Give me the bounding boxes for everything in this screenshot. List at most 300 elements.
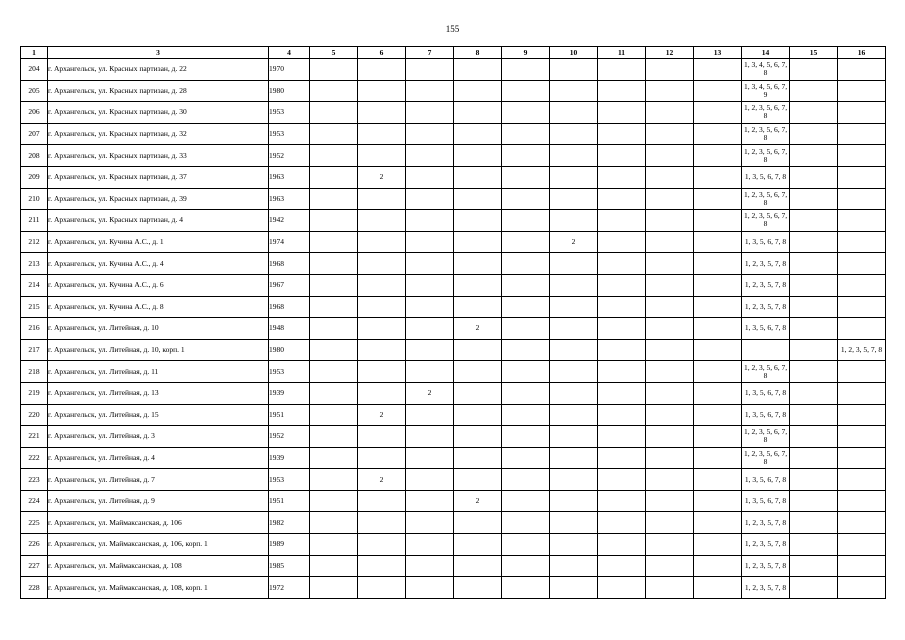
col-10-cell [550,274,598,296]
col-9-cell [502,231,550,253]
col-16-cell [838,166,886,188]
year-cell: 1968 [269,296,310,318]
col-7-cell [406,339,454,361]
col-9-cell [502,188,550,210]
col-13-cell [694,188,742,210]
col-14-cell: 1, 2, 3, 5, 6, 7, 8 [742,102,790,124]
col-14-cell: 1, 3, 5, 6, 7, 8 [742,231,790,253]
col-15-cell [790,253,838,275]
col-10-cell [550,318,598,340]
col-12-cell [646,577,694,599]
table-row [21,123,886,145]
col-6-cell [358,274,406,296]
col-10-cell [550,382,598,404]
col-14-cell: 1, 2, 3, 5, 6, 7, 8 [742,361,790,383]
address-cell: г. Архангельск, ул. Маймаксанская, д. 106, корп. 1 [48,534,269,556]
col-13-cell [694,253,742,275]
col-15-cell [790,447,838,469]
address-cell: г. Архангельск, ул. Красных партизан, д. 30 [48,102,269,124]
col-13-cell [694,404,742,426]
col-11-cell [598,102,646,124]
col-9-cell [502,361,550,383]
col-12-cell [646,188,694,210]
year-cell: 1963 [269,188,310,210]
header-row [21,47,886,59]
col-6-cell [358,80,406,102]
row-number: 207 [21,123,48,145]
address-cell: г. Архангельск, ул. Литейная, д. 13 [48,382,269,404]
year-cell: 1951 [269,490,310,512]
col-15-cell [790,382,838,404]
row-number: 218 [21,361,48,383]
col-14-cell: 1, 2, 3, 5, 6, 7, 8 [742,123,790,145]
col-11-cell [598,512,646,534]
col-5-cell [310,80,358,102]
col-8-cell [454,426,502,448]
col-13-cell [694,447,742,469]
col-13-cell [694,80,742,102]
col-7-cell [406,102,454,124]
col-6-cell [358,447,406,469]
col-7-cell [406,426,454,448]
col-11-cell [598,59,646,81]
col-12-cell [646,210,694,232]
col-13-cell [694,534,742,556]
table-row [21,274,886,296]
col-9-cell [502,318,550,340]
col-11-cell [598,361,646,383]
col-14-cell: 1, 3, 5, 6, 7, 8 [742,490,790,512]
col-15-cell [790,166,838,188]
row-number: 210 [21,188,48,210]
col-6-cell [358,59,406,81]
col-10-cell [550,512,598,534]
row-number: 219 [21,382,48,404]
col-11-cell [598,577,646,599]
col-5-cell [310,318,358,340]
col-13-cell [694,361,742,383]
col-8-cell [454,59,502,81]
col-11-cell [598,318,646,340]
year-cell: 1985 [269,555,310,577]
col-6-cell [358,361,406,383]
col-8-cell [454,80,502,102]
col-7-cell: 2 [406,382,454,404]
year-cell: 1953 [269,102,310,124]
col-8-cell [454,102,502,124]
col-9-cell [502,123,550,145]
col-8-cell [454,123,502,145]
year-cell: 1972 [269,577,310,599]
col-15-cell [790,534,838,556]
address-cell: г. Архангельск, ул. Красных партизан, д. 33 [48,145,269,167]
col-9-cell [502,102,550,124]
col-15-cell [790,404,838,426]
column-header: 4 [269,47,310,59]
col-14-cell: 1, 2, 3, 5, 7, 8 [742,274,790,296]
table-row [21,188,886,210]
col-14-cell: 1, 2, 3, 5, 6, 7, 8 [742,210,790,232]
col-7-cell [406,296,454,318]
col-7-cell [406,404,454,426]
col-14-cell: 1, 2, 3, 5, 7, 8 [742,555,790,577]
col-16-cell [838,145,886,167]
col-12-cell [646,253,694,275]
table-row [21,361,886,383]
year-cell: 1951 [269,404,310,426]
col-11-cell [598,274,646,296]
col-9-cell [502,253,550,275]
table-row [21,210,886,232]
col-16-cell [838,469,886,491]
col-11-cell [598,469,646,491]
col-5-cell [310,426,358,448]
col-8-cell [454,210,502,232]
col-9-cell [502,426,550,448]
col-5-cell [310,404,358,426]
col-13-cell [694,426,742,448]
address-cell: г. Архангельск, ул. Красных партизан, д. 37 [48,166,269,188]
col-12-cell [646,339,694,361]
col-5-cell [310,339,358,361]
col-6-cell [358,512,406,534]
col-16-cell [838,361,886,383]
row-number: 227 [21,555,48,577]
row-number: 214 [21,274,48,296]
col-10-cell [550,59,598,81]
col-8-cell [454,231,502,253]
year-cell: 1953 [269,469,310,491]
address-cell: г. Архангельск, ул. Кучина А.С., д. 6 [48,274,269,296]
col-12-cell [646,382,694,404]
col-8-cell [454,188,502,210]
col-16-cell [838,490,886,512]
col-12-cell [646,469,694,491]
col-6-cell [358,426,406,448]
col-11-cell [598,80,646,102]
col-15-cell [790,555,838,577]
column-header: 3 [48,47,269,59]
table-row [21,231,886,253]
col-11-cell [598,534,646,556]
col-11-cell [598,188,646,210]
col-14-cell: 1, 2, 3, 5, 6, 7, 8 [742,145,790,167]
col-11-cell [598,490,646,512]
year-cell: 1989 [269,534,310,556]
col-16-cell [838,512,886,534]
col-5-cell [310,253,358,275]
address-cell: г. Архангельск, ул. Маймаксанская, д. 106 [48,512,269,534]
col-13-cell [694,166,742,188]
row-number: 220 [21,404,48,426]
col-6-cell [358,102,406,124]
row-number: 222 [21,447,48,469]
year-cell: 1948 [269,318,310,340]
col-13-cell [694,339,742,361]
col-7-cell [406,210,454,232]
col-10-cell [550,188,598,210]
col-8-cell [454,361,502,383]
address-cell: г. Архангельск, ул. Литейная, д. 9 [48,490,269,512]
col-16-cell [838,80,886,102]
col-7-cell [406,145,454,167]
col-15-cell [790,490,838,512]
col-16-cell [838,534,886,556]
table-row [21,382,886,404]
row-number: 209 [21,166,48,188]
table-row [21,318,886,340]
address-cell: г. Архангельск, ул. Красных партизан, д. 39 [48,188,269,210]
address-cell: г. Архангельск, ул. Литейная, д. 10, корп. 1 [48,339,269,361]
table-row [21,145,886,167]
col-13-cell [694,296,742,318]
col-12-cell [646,145,694,167]
col-6-cell [358,318,406,340]
row-number: 221 [21,426,48,448]
table-row [21,577,886,599]
row-number: 205 [21,80,48,102]
table-row [21,512,886,534]
col-16-cell [838,447,886,469]
year-cell: 1974 [269,231,310,253]
column-header: 13 [694,47,742,59]
address-cell: г. Архангельск, ул. Красных партизан, д. 28 [48,80,269,102]
col-14-cell: 1, 2, 3, 5, 7, 8 [742,296,790,318]
col-7-cell [406,555,454,577]
col-10-cell [550,404,598,426]
col-7-cell [406,253,454,275]
col-7-cell [406,231,454,253]
col-7-cell [406,166,454,188]
row-number: 225 [21,512,48,534]
year-cell: 1982 [269,512,310,534]
col-12-cell [646,123,694,145]
col-13-cell [694,231,742,253]
col-14-cell: 1, 3, 5, 6, 7, 8 [742,469,790,491]
col-13-cell [694,382,742,404]
col-15-cell [790,577,838,599]
col-5-cell [310,166,358,188]
col-5-cell [310,296,358,318]
col-14-cell: 1, 2, 3, 5, 7, 8 [742,534,790,556]
col-9-cell [502,577,550,599]
col-13-cell [694,59,742,81]
col-6-cell [358,577,406,599]
col-14-cell: 1, 2, 3, 5, 7, 8 [742,512,790,534]
column-header: 14 [742,47,790,59]
col-16-cell [838,296,886,318]
col-8-cell [454,469,502,491]
column-header: 9 [502,47,550,59]
col-6-cell [358,339,406,361]
col-6-cell [358,555,406,577]
col-7-cell [406,447,454,469]
col-5-cell [310,274,358,296]
year-cell: 1942 [269,210,310,232]
year-cell: 1953 [269,123,310,145]
col-14-cell: 1, 3, 5, 6, 7, 8 [742,318,790,340]
table-row [21,296,886,318]
register-table [20,46,886,599]
col-5-cell [310,555,358,577]
col-10-cell [550,210,598,232]
col-13-cell [694,577,742,599]
col-11-cell [598,210,646,232]
col-12-cell [646,231,694,253]
col-13-cell [694,102,742,124]
col-5-cell [310,469,358,491]
col-15-cell [790,361,838,383]
col-15-cell [790,469,838,491]
col-11-cell [598,555,646,577]
col-9-cell [502,274,550,296]
col-15-cell [790,318,838,340]
col-5-cell [310,361,358,383]
col-9-cell [502,296,550,318]
column-header: 6 [358,47,406,59]
year-cell: 1980 [269,80,310,102]
col-12-cell [646,80,694,102]
col-7-cell [406,59,454,81]
col-7-cell [406,534,454,556]
col-16-cell [838,231,886,253]
col-14-cell: 1, 2, 3, 5, 6, 7, 8 [742,188,790,210]
col-7-cell [406,361,454,383]
col-15-cell [790,188,838,210]
col-8-cell [454,512,502,534]
col-12-cell [646,534,694,556]
column-header: 5 [310,47,358,59]
col-5-cell [310,447,358,469]
col-12-cell [646,59,694,81]
col-14-cell: 1, 2, 3, 5, 7, 8 [742,253,790,275]
col-15-cell [790,102,838,124]
col-12-cell [646,447,694,469]
col-10-cell [550,555,598,577]
col-14-cell [742,339,790,361]
table-row [21,534,886,556]
col-8-cell [454,296,502,318]
address-cell: г. Архангельск, ул. Литейная, д. 7 [48,469,269,491]
col-14-cell: 1, 2, 3, 5, 6, 7, 8 [742,447,790,469]
col-6-cell [358,188,406,210]
col-15-cell [790,59,838,81]
col-12-cell [646,166,694,188]
col-6-cell [358,210,406,232]
year-cell: 1952 [269,426,310,448]
col-16-cell [838,382,886,404]
col-11-cell [598,339,646,361]
col-12-cell [646,490,694,512]
row-number: 211 [21,210,48,232]
col-11-cell [598,447,646,469]
col-15-cell [790,296,838,318]
year-cell: 1967 [269,274,310,296]
table-row [21,102,886,124]
col-8-cell [454,339,502,361]
col-9-cell [502,512,550,534]
col-15-cell [790,210,838,232]
col-10-cell [550,534,598,556]
col-6-cell [358,382,406,404]
col-14-cell: 1, 3, 4, 5, 6, 7, 8 [742,59,790,81]
row-number: 212 [21,231,48,253]
column-header: 12 [646,47,694,59]
row-number: 215 [21,296,48,318]
row-number: 208 [21,145,48,167]
col-15-cell [790,426,838,448]
col-14-cell: 1, 3, 4, 5, 6, 7, 9 [742,80,790,102]
col-13-cell [694,274,742,296]
col-11-cell [598,123,646,145]
col-10-cell [550,166,598,188]
year-cell: 1939 [269,382,310,404]
row-number: 217 [21,339,48,361]
row-number: 204 [21,59,48,81]
col-10-cell [550,339,598,361]
col-13-cell [694,469,742,491]
col-13-cell [694,210,742,232]
col-8-cell [454,555,502,577]
column-header: 8 [454,47,502,59]
col-9-cell [502,166,550,188]
column-header: 1 [21,47,48,59]
col-10-cell [550,577,598,599]
year-cell: 1952 [269,145,310,167]
col-10-cell [550,469,598,491]
col-11-cell [598,426,646,448]
address-cell: г. Архангельск, ул. Красных партизан, д. 22 [48,59,269,81]
col-6-cell: 2 [358,404,406,426]
table-row [21,555,886,577]
col-9-cell [502,447,550,469]
column-header: 11 [598,47,646,59]
col-8-cell: 2 [454,318,502,340]
col-9-cell [502,145,550,167]
col-8-cell [454,274,502,296]
col-16-cell [838,274,886,296]
row-number: 213 [21,253,48,275]
col-13-cell [694,512,742,534]
col-10-cell [550,80,598,102]
table-row [21,447,886,469]
col-10-cell [550,123,598,145]
col-9-cell [502,210,550,232]
col-7-cell [406,123,454,145]
address-cell: г. Архангельск, ул. Маймаксанская, д. 108, корп. 1 [48,577,269,599]
col-8-cell [454,577,502,599]
table-row [21,339,886,361]
col-16-cell [838,404,886,426]
col-7-cell [406,80,454,102]
col-12-cell [646,426,694,448]
col-16-cell [838,188,886,210]
col-11-cell [598,253,646,275]
col-5-cell [310,382,358,404]
col-9-cell [502,404,550,426]
table-row [21,80,886,102]
row-number: 226 [21,534,48,556]
col-13-cell [694,318,742,340]
col-16-cell [838,59,886,81]
col-8-cell: 2 [454,490,502,512]
year-cell: 1953 [269,361,310,383]
col-14-cell: 1, 3, 5, 6, 7, 8 [742,404,790,426]
col-13-cell [694,490,742,512]
col-10-cell [550,490,598,512]
page-number: 155 [445,24,460,34]
col-5-cell [310,534,358,556]
